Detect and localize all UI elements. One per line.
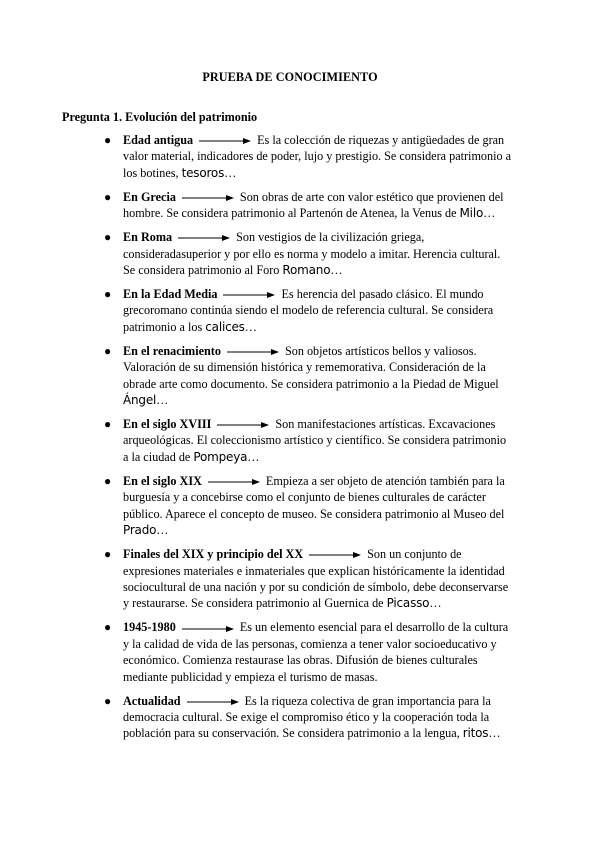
item-highlight: Picasso <box>386 596 430 611</box>
list-item <box>104 546 514 612</box>
item-ellipsis: … <box>156 523 169 538</box>
item-text: Es un elemento esencial para el desarrollo de la cultura y la calidad de vida de las personas, comienza a tener valor socioeducativo y económico. Comienza restaurase las obras. Difusión de bienes culturales mediante publicidad y empieza el turismo de masas. <box>123 620 509 684</box>
arrow-right-icon <box>223 291 275 299</box>
item-ellipsis: … <box>330 263 343 278</box>
arrow-right-icon <box>178 234 230 242</box>
item-ellipsis: … <box>247 449 260 464</box>
item-text: Empieza a ser objeto de atención también para la burguesía y a concebirse como el conjunto de bienes culturales de carácter público. Aparece el concepto de museo. Se considera patrimonio al Museo del <box>123 473 505 521</box>
list-item <box>104 132 514 181</box>
item-highlight: ritos <box>462 726 489 741</box>
arrow-right-icon <box>199 137 251 145</box>
item-label: En la Edad Media <box>123 287 218 302</box>
arrow-right-icon <box>182 625 234 633</box>
document-title: PRUEBA DE CONOCIMIENTO <box>202 70 378 84</box>
arrow-right-icon <box>208 478 260 486</box>
item-text: Son vestigios de la civilización griega, consideradasuperior y por ello es norma y modelo a imitar. Herencia cultural. Se considera patrimonio al Foro <box>123 230 501 278</box>
list-item <box>104 343 514 409</box>
item-ellipsis: … <box>156 393 169 408</box>
item-highlight: Romano <box>282 263 331 278</box>
item-label: En el siglo XVIII <box>123 417 212 432</box>
bullet-icon: ● <box>104 473 112 488</box>
item-label: En el renacimiento <box>123 343 221 358</box>
section-title: Pregunta 1. Evolución del patrimonio <box>62 110 258 124</box>
item-label: En Grecia <box>123 189 176 204</box>
list-item <box>104 473 514 539</box>
item-label: 1945-1980 <box>123 620 176 635</box>
list-item <box>104 619 514 685</box>
evolution-list <box>104 132 514 749</box>
bullet-icon: ● <box>104 343 112 358</box>
bullet-icon: ● <box>104 693 112 708</box>
item-ellipsis: … <box>244 319 257 334</box>
list-item <box>104 189 514 222</box>
arrow-right-icon <box>187 698 239 706</box>
item-highlight: Prado <box>123 523 157 538</box>
item-highlight: Milo <box>459 206 484 221</box>
item-highlight: calices <box>205 319 245 334</box>
arrow-right-icon <box>217 421 269 429</box>
list-item <box>104 416 514 465</box>
item-label: Actualidad <box>123 693 181 708</box>
bullet-icon: ● <box>104 230 112 245</box>
item-highlight: tesoros <box>181 165 225 180</box>
item-label: En Roma <box>123 230 173 245</box>
bullet-icon: ● <box>104 287 112 302</box>
item-text: Es herencia del pasado clásico. El mundo grecoromano continúa siendo el modelo de referencia cultural. Se considera patrimonio a los <box>123 287 494 334</box>
list-item <box>104 286 514 335</box>
bullet-icon: ● <box>104 547 112 562</box>
bullet-icon: ● <box>104 133 112 147</box>
item-text: Es la riqueza colectiva de gran importancia para la democracia cultural. Se exige el compromiso ético y la cooperación toda la población para su conservación. Se considera patrimonio a la lengua, <box>123 693 491 741</box>
item-text: Son objetos artísticos bellos y valiosos. Valoración de su dimensión histórica y rememorativa. Consideración de la obrade arte como documento. Se considera patrimonio a la Piedad de Miguel <box>123 343 499 391</box>
item-text: Es la colección de riquezas y antigüedades de gran valor material, indicadores de poder, lujo y prestigio. Se considera patrimonio a los botines, <box>123 133 512 180</box>
bullet-icon: ● <box>104 417 112 432</box>
bullet-icon: ● <box>104 620 112 635</box>
item-text: Son manifestaciones artísticas. Excavaciones arqueológicas. El coleccionismo artístico y científico. Se considera patrimonio a la ciudad de <box>123 417 507 464</box>
arrow-right-icon <box>182 194 234 202</box>
item-label: Finales del XIX y principio del XX <box>123 547 304 562</box>
arrow-right-icon <box>309 551 361 559</box>
item-text: Son un conjunto de expresiones materiales e inmateriales que explican históricamente la identidad sociocultural de una nación y por su condición de símbolo, debe deconservarse y restaurarse. Se considera patrimonio al Guernica de <box>123 547 509 611</box>
bullet-icon: ● <box>104 189 112 204</box>
list-item <box>104 693 514 742</box>
item-ellipsis: … <box>483 206 496 221</box>
item-highlight: Ángel <box>123 393 157 408</box>
item-highlight: Pompeya <box>193 449 248 464</box>
item-ellipsis: … <box>224 165 237 180</box>
list-item <box>104 229 514 278</box>
item-label: Edad antigua <box>123 133 194 147</box>
item-label: En el siglo XIX <box>123 473 202 488</box>
arrow-right-icon <box>227 348 279 356</box>
item-text: Son obras de arte con valor estético que provienen del hombre. Se considera patrimonio al Partenón de Atenea, la Venus de <box>123 189 504 221</box>
item-ellipsis: … <box>488 726 501 741</box>
item-ellipsis: … <box>429 596 442 611</box>
